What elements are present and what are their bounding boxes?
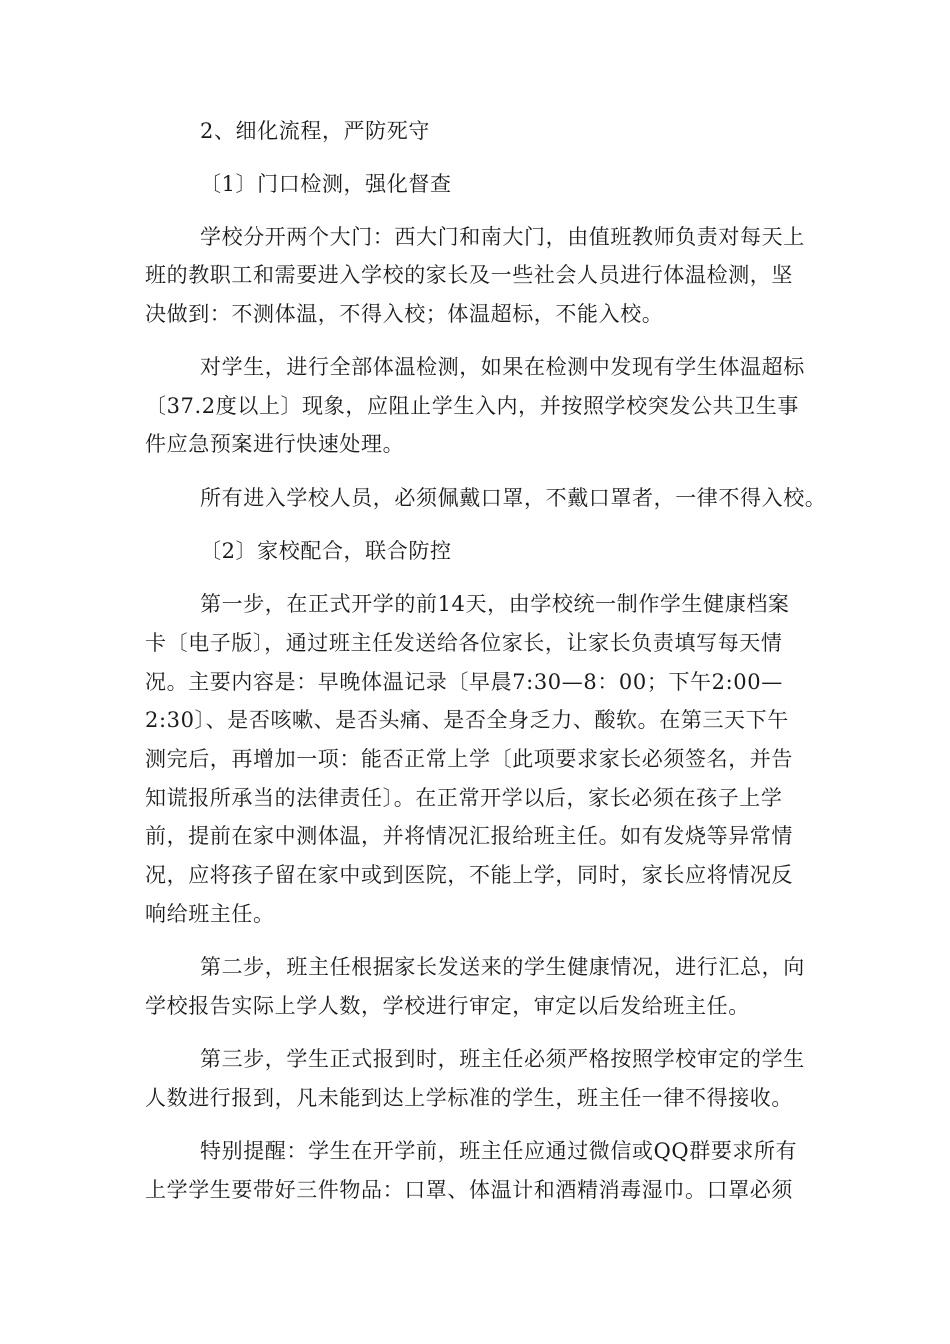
paragraph-line: 〔37.2度以上〕现象，应阻止学生入内，并按照学校突发公共卫生事 [145,394,799,418]
paragraph-line: 测完后，再增加一项：能否正常上学〔此项要求家长必须签名，并告 [145,747,793,771]
paragraph-line: 班的教职工和需要进入学校的家长及一些社会人员进行体温检测，坚 [145,263,793,287]
paragraph-line: 前，提前在家中测体温，并将情况汇报给班主任。如有发烧等异常情 [145,824,793,848]
paragraph-line: 卡〔电子版〕，通过班主任发送给各位家长，让家长负责填写每天情 [145,631,783,655]
paragraph-line: 上学学生要带好三件物品：口罩、体温计和酒精消毒湿巾。口罩必须 [145,1178,793,1202]
section-heading: 2、细化流程，严防死守 [200,119,430,143]
subheading-door-check: 〔1〕门口检测，强化督查 [200,172,452,196]
paragraph-line: 况。主要内容是：早晚体温记录〔早晨7:30—8：00；下午2:00— [145,670,783,694]
paragraph-line: 所有进入学校人员，必须佩戴口罩，不戴口罩者，一律不得入校。 [200,486,827,510]
paragraph-line: 况，应将孩子留在家中或到医院，不能上学，同时，家长应将情况反 [145,863,793,887]
paragraph-line: 决做到：不测体温，不得入校；体温超标，不能入校。 [145,302,664,326]
paragraph-line: 学校分开两个大门：西大门和南大门，由值班教师负责对每天上 [200,225,805,249]
paragraph-line: 特别提醒：学生在开学前，班主任应通过微信或QQ群要求所有 [200,1139,798,1163]
paragraph-line: 第二步，班主任根据家长发送来的学生健康情况，进行汇总，向 [200,955,805,979]
paragraph-line: 知谎报所承当的法律责任〕。在正常开学以后，家长必须在孩子上学 [145,786,783,810]
paragraph-line: 响给班主任。 [145,902,275,926]
paragraph-line: 第三步，学生正式报到时，班主任必须严格按照学校审定的学生 [200,1047,805,1071]
subheading-home-school: 〔2〕家校配合，联合防控 [200,539,452,563]
paragraph-line: 第一步，在正式开学的前14天，由学校统一制作学生健康档案 [200,592,790,616]
paragraph-line: 件应急预案进行快速处理。 [145,432,405,456]
paragraph-line: 学校报告实际上学人数，学校进行审定，审定以后发给班主任。 [145,994,750,1018]
paragraph-line: 人数进行报到，凡未能到达上学标准的学生，班主任一律不得接收。 [145,1086,793,1110]
paragraph-line: 对学生，进行全部体温检测，如果在检测中发现有学生体温超标 [200,355,805,379]
paragraph-line: 2:30〕、是否咳嗽、是否头痛、是否全身乏力、酸软。在第三天下午 [145,708,789,732]
